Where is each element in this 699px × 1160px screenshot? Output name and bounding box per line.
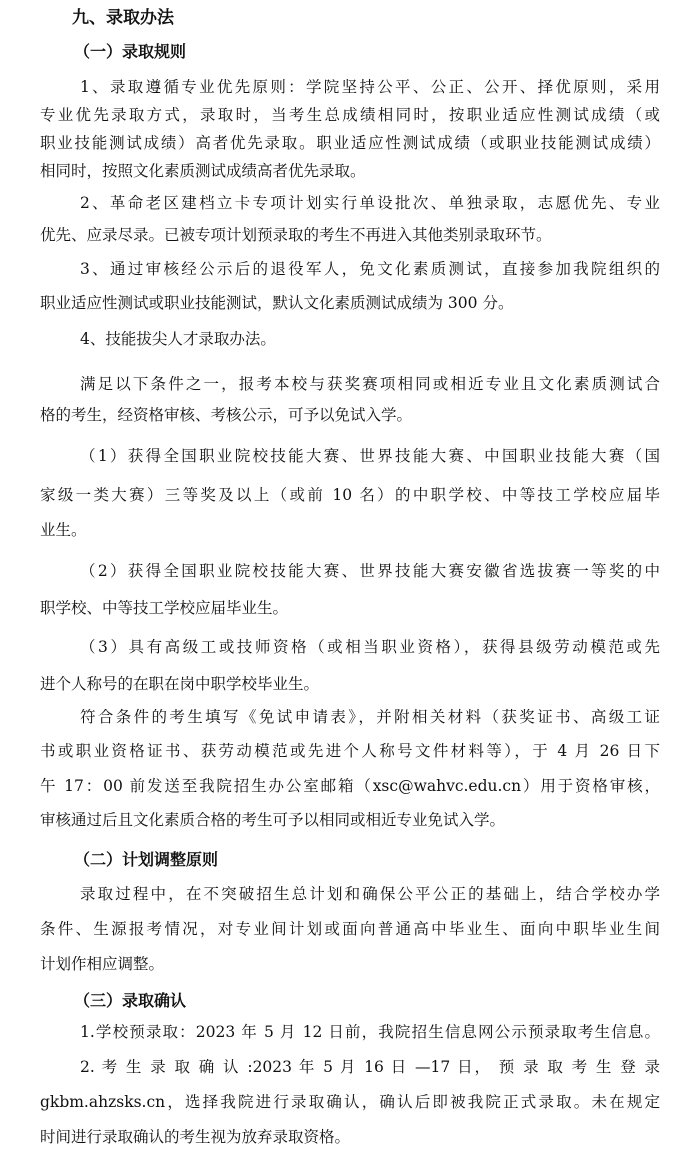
- paragraph-line: 职业技能测试成绩）高者优先录取。职业适应性测试成绩（或职业技能测试成绩）: [40, 134, 660, 152]
- paragraph-line: 审核通过后且文化素质合格的考生可予以相同或相近专业免试入学。: [40, 811, 506, 829]
- paragraph-line: gkbm.ahzsks.cn，选择我院进行录取确认，确认后即被我院正式录取。未在规定: [40, 1093, 660, 1111]
- subsection-title-plan-adjustment: （二）计划调整原则: [74, 850, 219, 869]
- paragraph-line: 2. 考 生 录 取 确 认 :2023 年 5 月 16 日 —17 日， 预 录 取 考 生 登 录: [80, 1058, 660, 1076]
- paragraph-line: 4、技能拔尖人才录取办法。: [80, 330, 276, 348]
- paragraph-line: （2）获得全国职业院校技能大赛、世界技能大赛安徽省选拔赛一等奖的中: [80, 562, 660, 580]
- paragraph-line: 职学校、中等技工学校应届毕业生。: [40, 599, 289, 617]
- paragraph-line: 书或职业资格证书、获劳动模范或先进个人称号文件材料等），于 4 月 26 日下: [40, 742, 660, 760]
- paragraph-line: 相同时，按照文化素质测试成绩高者优先录取。: [40, 162, 366, 180]
- paragraph-line: 条件、生源报考情况，对专业间计划或面向普通高中毕业生、面向中职毕业生间: [40, 920, 660, 938]
- paragraph-line: 符合条件的考生填写《免试申请表》，并附相关材料（获奖证书、高级工证: [80, 708, 660, 726]
- paragraph-line: 时间进行录取确认的考生视为放弃录取资格。: [40, 1128, 351, 1146]
- paragraph-line: 满足以下条件之一，报考本校与获奖赛项相同或相近专业且文化素质测试合: [80, 375, 660, 393]
- subsection-title-admission-rules: （一）录取规则: [74, 42, 187, 61]
- paragraph-line: 业生。: [40, 521, 87, 539]
- paragraph-line: （3）具有高级工或技师资格（或相当职业资格），获得县级劳动模范或先: [80, 638, 660, 656]
- paragraph-line: 录取过程中，在不突破招生总计划和确保公平公正的基础上，结合学校办学: [80, 885, 660, 903]
- paragraph-line: 3、通过审核经公示后的退役军人，免文化素质测试，直接参加我院组织的: [80, 260, 660, 278]
- paragraph-line: 专业优先录取方式，录取时，当考生总成绩相同时，按职业适应性测试成绩（或: [40, 106, 660, 124]
- paragraph-line: 计划作相应调整。: [40, 955, 165, 973]
- subsection-title-admission-confirmation: （三）录取确认: [74, 991, 187, 1010]
- paragraph-line: 午 17：00 前发送至我院招生办公室邮箱（xsc@wahvc.edu.cn）用于资格审核，: [40, 777, 660, 795]
- section-title: 九、录取办法: [72, 8, 174, 28]
- paragraph-line: 职业适应性测试或职业技能测试，默认文化素质测试成绩为 300 分。: [40, 294, 514, 312]
- paragraph-line: 家级一类大赛）三等奖及以上（或前 10 名）的中职学校、中等技工学校应届毕: [40, 486, 660, 504]
- paragraph-line: 1、录取遵循专业优先原则：学院坚持公平、公正、公开、择优原则，采用: [80, 78, 660, 96]
- paragraph-line: 格的考生，经资格审核、考核公示，可予以免试入学。: [40, 406, 413, 424]
- paragraph-line: 1.学校预录取：2023 年 5 月 12 日前，我院招生信息网公示预录取考生信息。: [80, 1023, 660, 1041]
- paragraph-line: 进个人称号的在职在岗中职学校毕业生。: [40, 675, 320, 693]
- paragraph-line: （1）获得全国职业院校技能大赛、世界技能大赛、中国职业技能大赛（国: [80, 447, 660, 465]
- paragraph-line: 2、革命老区建档立卡专项计划实行单设批次、单独录取，志愿优先、专业: [80, 194, 660, 212]
- paragraph-line: 优先、应录尽录。已被专项计划预录取的考生不再进入其他类别录取环节。: [40, 226, 552, 244]
